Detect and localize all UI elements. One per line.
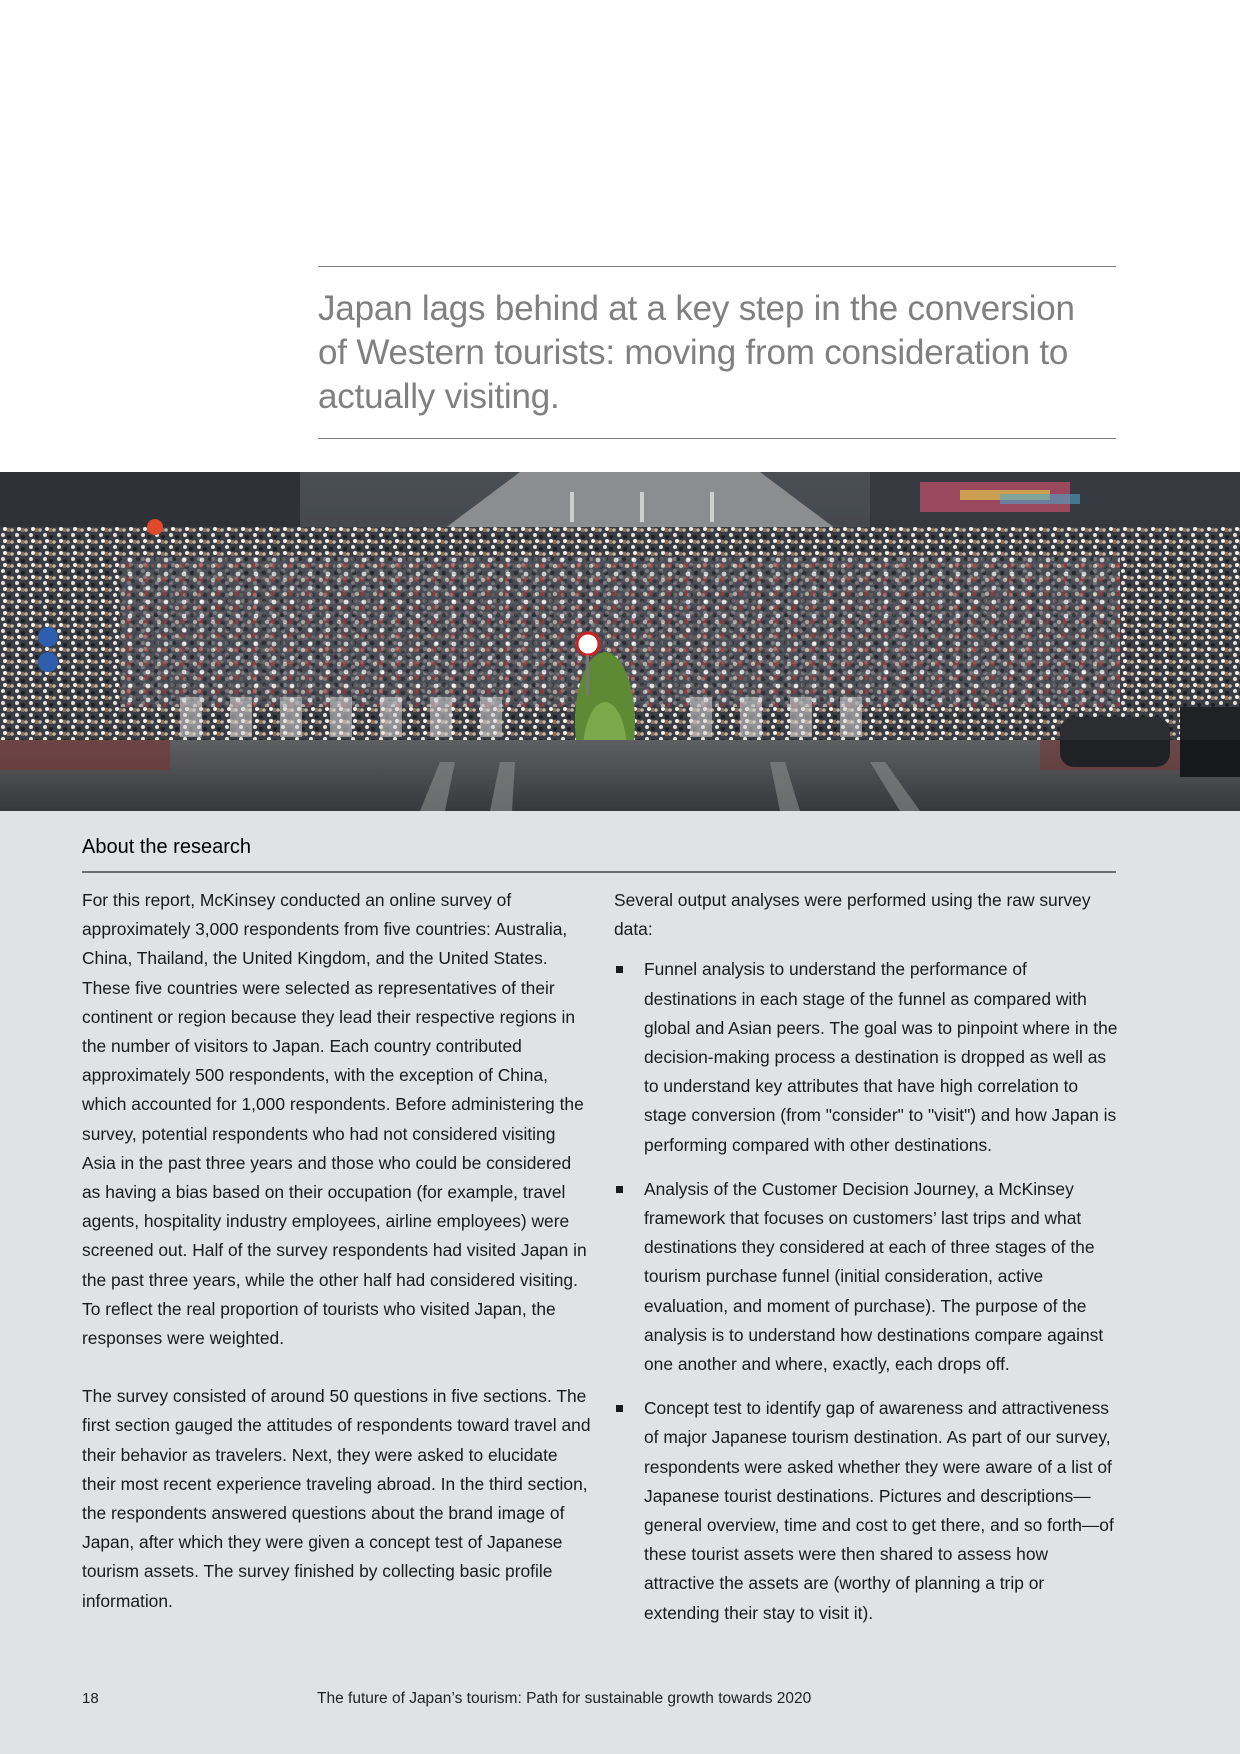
about-research-heading: About the research (82, 836, 251, 858)
square-bullet-icon (616, 1186, 623, 1193)
list-item (614, 955, 1118, 1159)
footer-title: The future of Japan’s tourism: Path for sustainable growth towards 2020 (317, 1690, 812, 1707)
list-item (614, 1175, 1118, 1379)
pull-quote (318, 266, 1116, 439)
shibuya-crossing-photo (0, 472, 1240, 811)
section-divider (82, 871, 1116, 873)
list-item-text: Concept test to identify gap of awareness and attractiveness of major Japanese tourism destination. As part of our survey, respondents were asked whether they were aware of a list of Japanese tourist destinations. Pictures and descriptions—general overview, time and cost to get there, and so forth—of these tourist assets were then shared to assess how attractive the assets are (worthy of planning a trip or extending their stay to visit it). (644, 1398, 1114, 1623)
analyses-list (614, 955, 1118, 1627)
list-item-text: Funnel analysis to understand the performance of destinations in each stage of the funnel as compared with global and Asian peers. The goal was to pinpoint where in the decision-making process a destination is dropped as well as to understand key attributes that have high correlation to stage conversion (from "consider" to "visit") and how Japan is performing compared with other destinations. (644, 959, 1118, 1155)
left-column (82, 886, 592, 1645)
list-item (614, 1394, 1118, 1628)
paragraph: The survey consisted of around 50 questions in five sections. The first section gauged the attitudes of respondents toward travel and their behavior as travelers. Next, they were asked to elucidate their most recent experience traveling abroad. In the third section, the respondents answered questions about the brand image of Japan, after which they were given a concept test of Japanese tourism assets. The survey finished by collecting basic profile information. (82, 1386, 591, 1611)
page-number: 18 (82, 1690, 99, 1707)
photo-illustration (0, 472, 1240, 811)
square-bullet-icon (616, 966, 623, 973)
list-item-text: Analysis of the Customer Decision Journey, a McKinsey framework that focuses on customers’ last trips and what destinations they considered at each of three stages of the tourism purchase funnel (initial consideration, active evaluation, and moment of purchase). The purpose of the analysis is to understand how destinations compare against one another and where, exactly, each drops off. (644, 1178, 1104, 1375)
analyses-intro: Several output analyses were performed using the raw survey data: (614, 890, 1091, 940)
right-column (614, 886, 1118, 1643)
paragraph: For this report, McKinsey conducted an online survey of approximately 3,000 respondents from five countries: Australia, China, Thailand, the United Kingdom, and the United States. These five countries were selected as representatives of their continent or region because they lead their respective regions in the number of visitors to Japan. Each country contributed approximately 500 respondents, with the exception of China, which accounted for 1,000 respondents. Before administering the survey, potential respondents who had not considered visiting Asia in the past three years and those who could be considered as having a bias based on their occupation (for example, travel agents, hospitality industry employees, airline employees) were screened out. Half of the survey respondents had visited Japan in the past three years, while the other half had considered visiting. To reflect the real proportion of tourists who visited Japan, the responses were weighted. (82, 890, 587, 1349)
pull-quote-text: Japan lags behind at a key step in the conversion of Western tourists: moving from consideration to actually visiting. (318, 289, 1075, 416)
square-bullet-icon (616, 1405, 623, 1412)
